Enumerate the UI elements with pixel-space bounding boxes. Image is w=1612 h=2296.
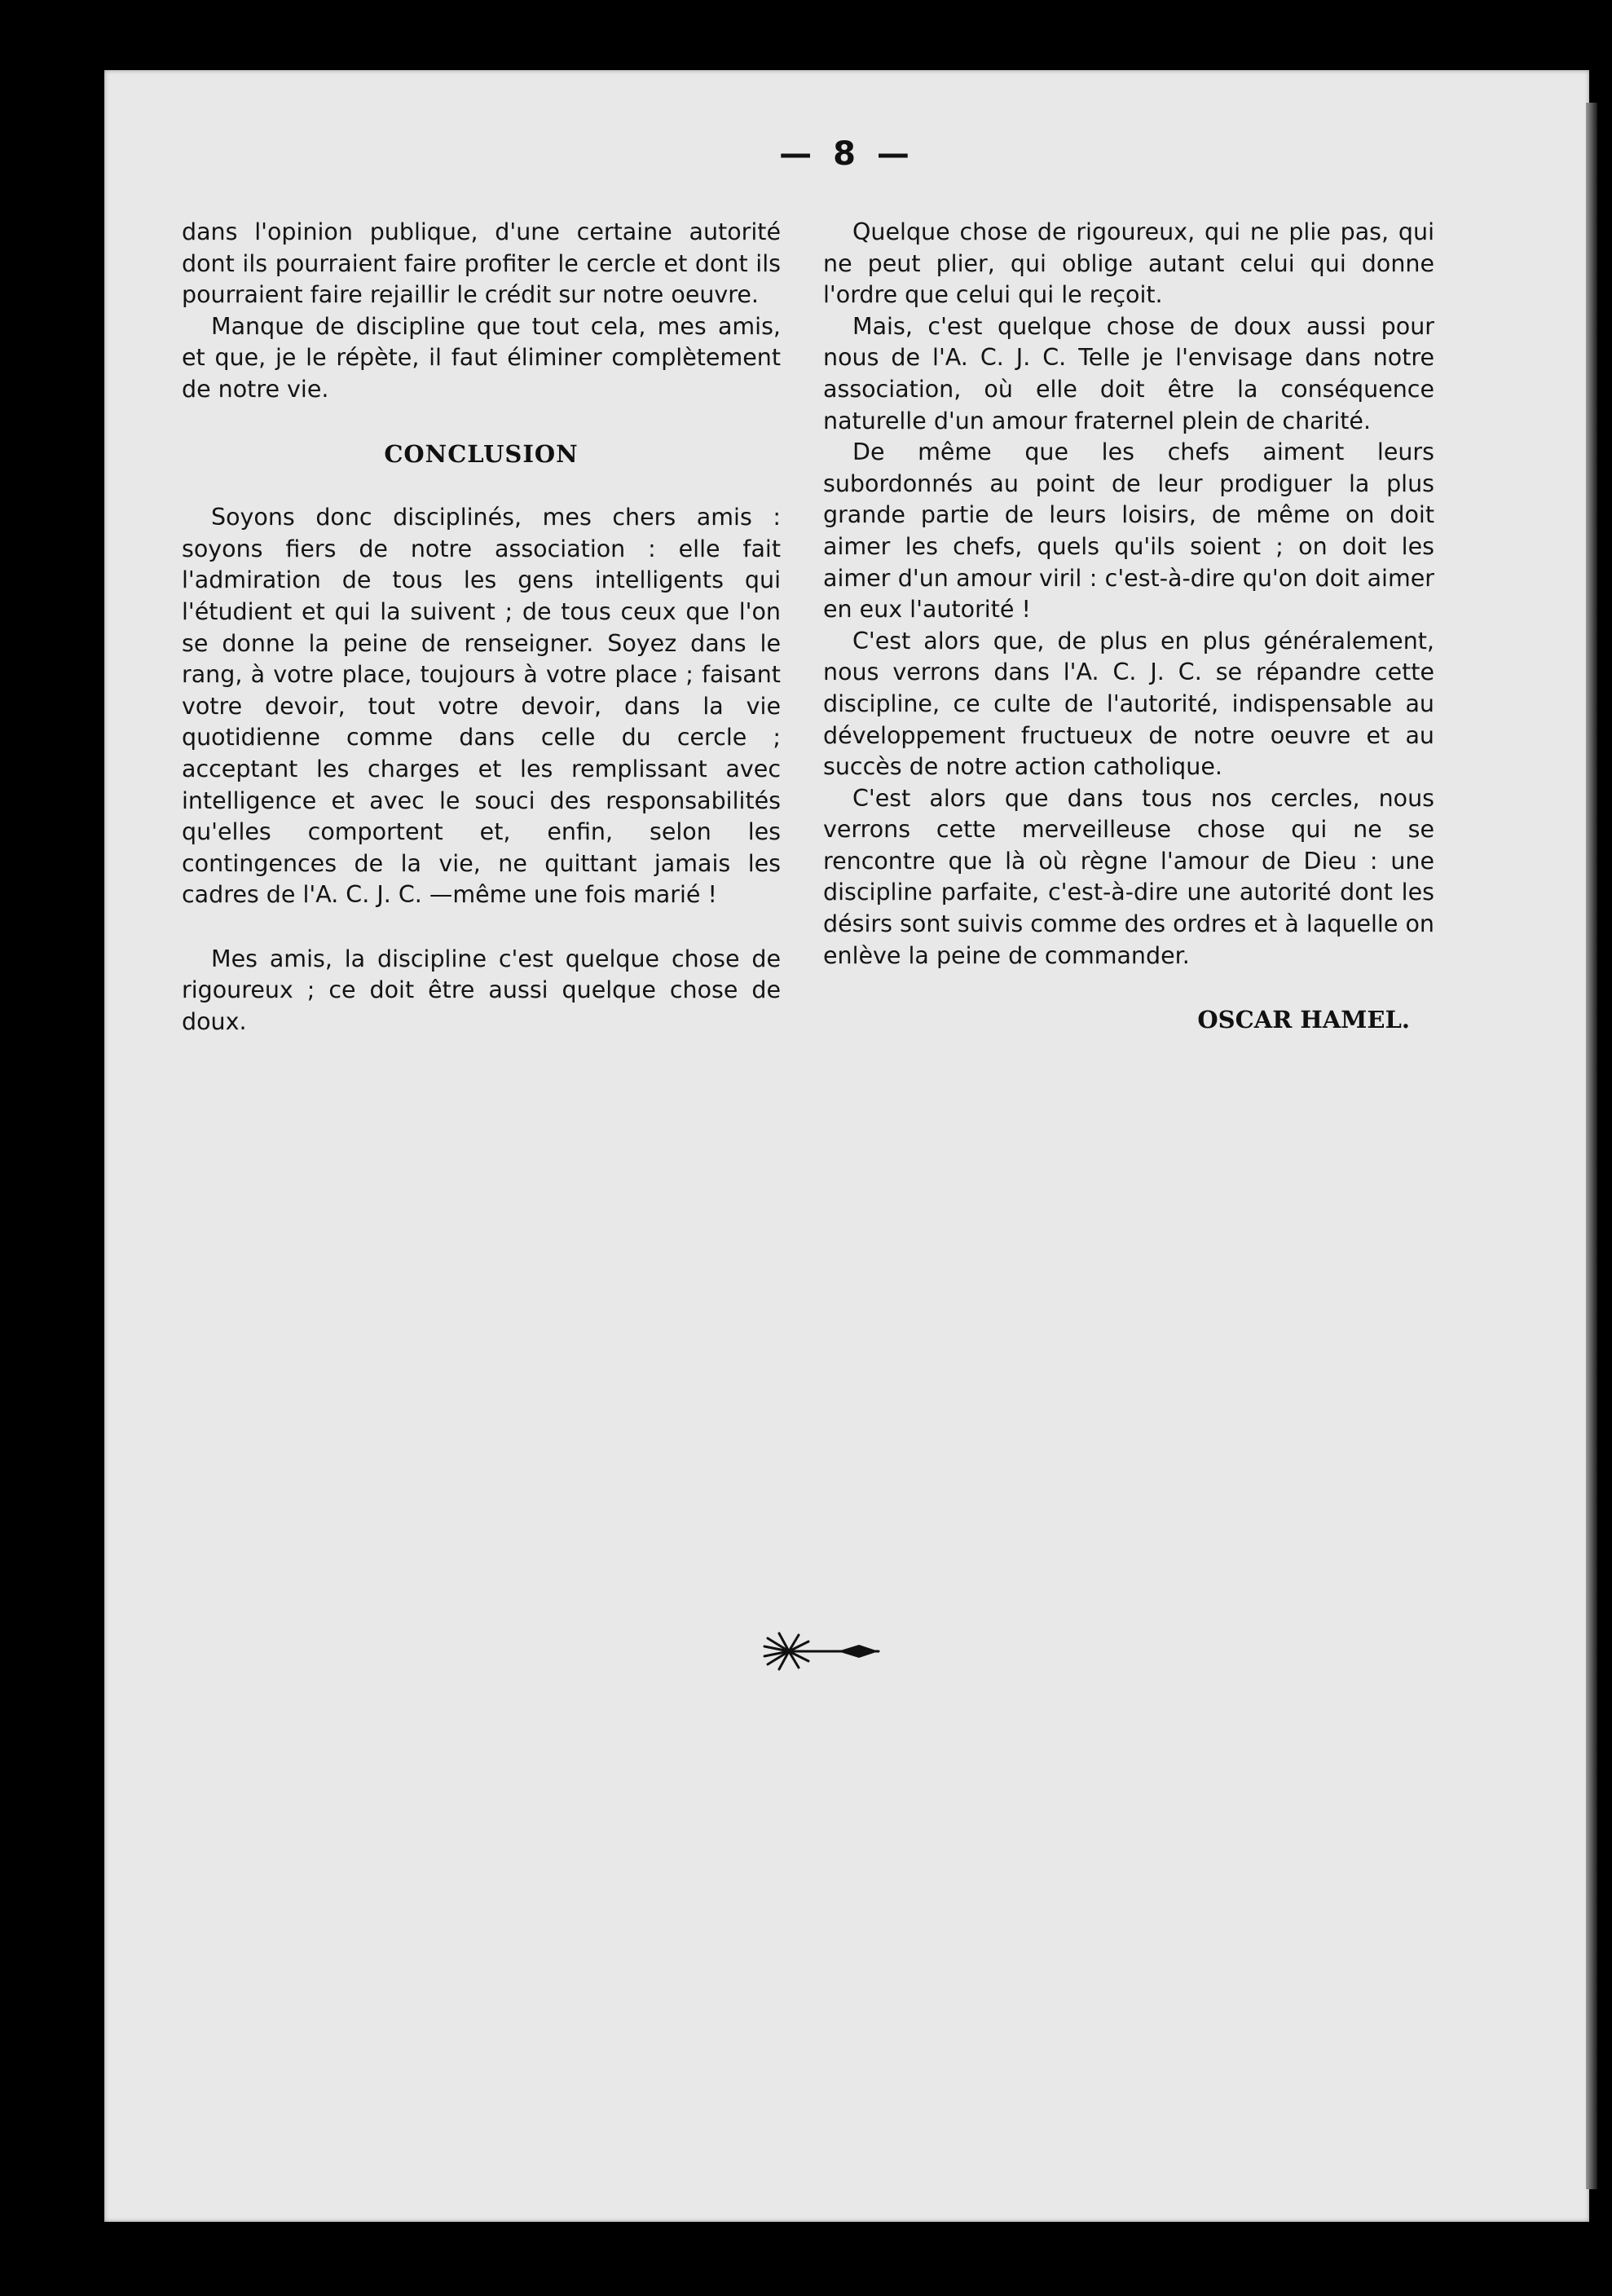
left-column xyxy=(182,217,781,1038)
left-paragraph-4: Mes amis, la discipline c'est quelque chose de rigoureux ; ce doit être aussi quelque chose de doux. xyxy=(182,945,781,1036)
left-paragraph-2: Manque de discipline que tout cela, mes amis, et que, je le répète, il faut éliminer complètement de notre vie. xyxy=(182,312,781,403)
fleuron-ornament-icon xyxy=(756,1627,887,1676)
right-paragraph-3: De même que les chefs aiment leurs subordonnés au point de leur prodiguer la plus grande partie de leurs loisirs, de même on doit aimer les chefs, quels qu'ils soient ; on doit les aimer d'un amour viril : c'est-à-dire qu'on doit aimer en eux l'autorité ! xyxy=(823,438,1434,624)
right-paragraph-1: Quelque chose de rigoureux, qui ne plie pas, qui ne peut plier, qui oblige autant celui qui donne l'ordre que celui qui le reçoit. xyxy=(823,218,1434,309)
right-paragraph-2: Mais, c'est quelque chose de doux aussi pour nous de l'A. C. J. C. Telle je l'envisage dans notre association, où elle doit être la conséquence naturelle d'un amour fraternel plein de charité. xyxy=(823,312,1434,434)
section-heading: CONCLUSION xyxy=(384,439,579,468)
paragraph-gap xyxy=(182,911,781,944)
document-page xyxy=(104,70,1589,2222)
left-paragraph-3: Soyons donc disciplinés, mes chers amis : soyons fiers de notre association : elle fait l'admiration de tous les gens intelligents qui l'étudient et qui la suivent ; de tous ceux que l'on se donne la peine de renseigner. Soyez dans le rang, à votre place, toujours à votre place ; faisant votre devoir, tout votre devoir, dans la vie quotidienne comme dans celle du cercle ; acceptant les charges et les remplissant avec intelligence et avec le souci des responsabilités qu'elles comportent et, enfin, selon les contingences de la vie, ne quittant jamais les cadres de l'A. C. J. C. —même une fois marié ! xyxy=(182,504,781,909)
right-column xyxy=(823,217,1434,1036)
right-paragraph-5: C'est alors que dans tous nos cercles, nous verrons cette merveilleuse chose qui ne se rencontre que là où règne l'amour de Dieu : une discipline parfaite, c'est-à-dire une autorité dont les désirs sont suivis comme des ordres et à laquelle on enlève la peine de commander. xyxy=(823,784,1434,969)
author-signature: OSCAR HAMEL. xyxy=(1197,1006,1410,1034)
left-paragraph-1: dans l'opinion publique, d'une certaine autorité dont ils pourraient faire profiter le cercle et dont ils pourraient faire rejaillir le crédit sur notre oeuvre. xyxy=(182,218,781,309)
right-paragraph-4: C'est alors que, de plus en plus généralement, nous verrons dans l'A. C. J. C. se répandre cette discipline, ce culte de l'autorité, indispensable au développement fructueux de notre oeuvre et au succès de notre action catholique. xyxy=(823,627,1434,781)
page-number: — 8 — xyxy=(779,135,914,173)
